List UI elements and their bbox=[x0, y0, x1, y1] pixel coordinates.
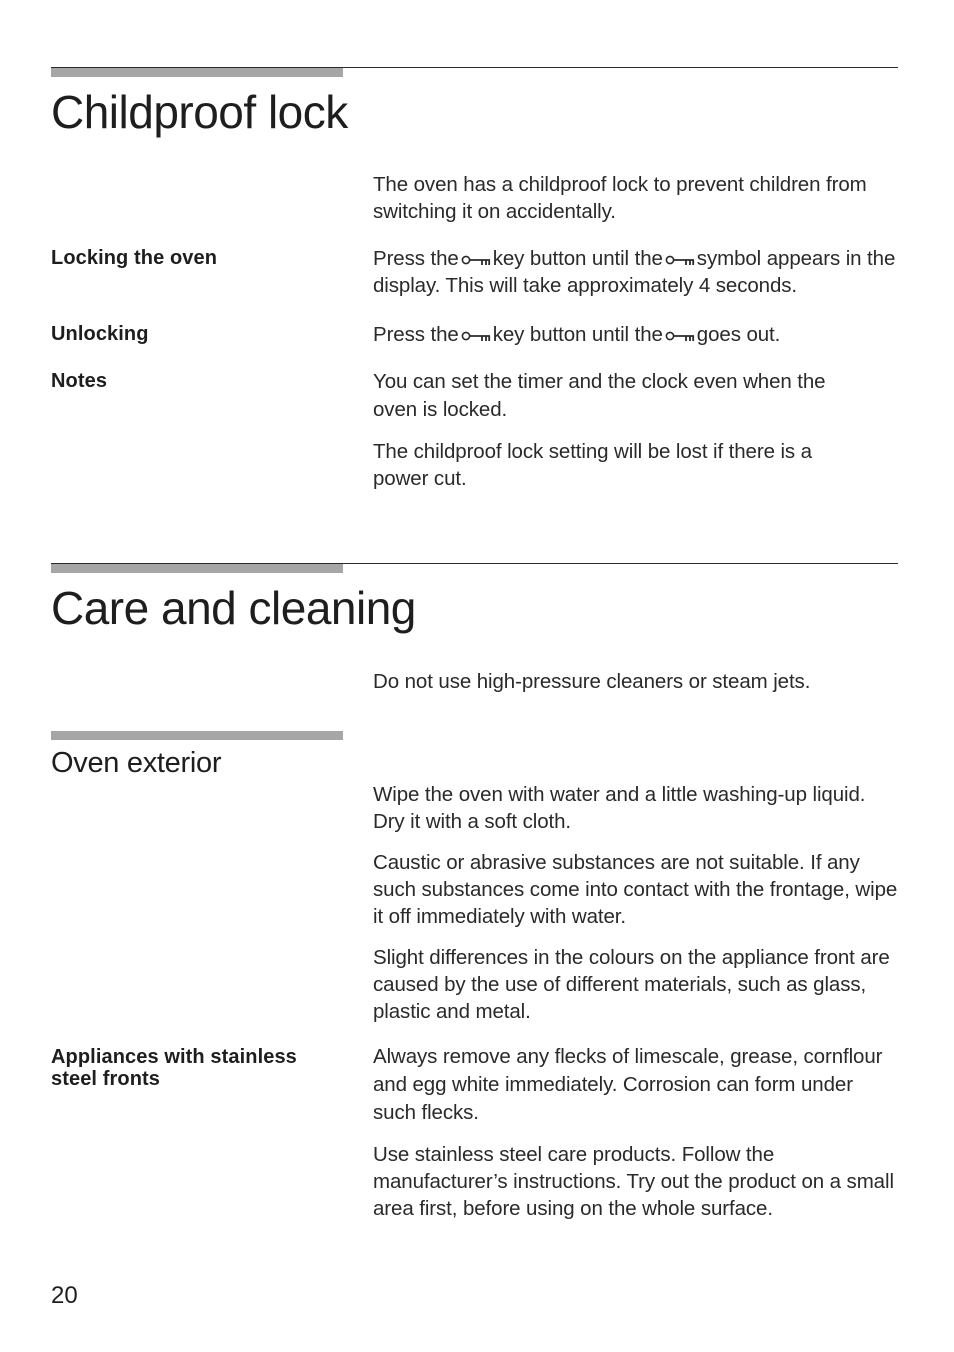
locking-text-1: Press the bbox=[373, 247, 459, 270]
stainless-label: Appliances with stainless steel fronts bbox=[51, 1046, 297, 1090]
notes-paragraph-1: You can set the timer and the clock even when the oven is locked. bbox=[373, 370, 826, 421]
unlocking-text-1: Press the bbox=[373, 323, 459, 346]
notes-paragraph-2: The childproof lock setting will be lost if there is a power cut. bbox=[373, 440, 812, 490]
key-icon bbox=[665, 254, 695, 266]
section-bar bbox=[51, 68, 343, 77]
unlocking-text-2: key button until the bbox=[492, 323, 663, 346]
stainless-paragraph-1: Always remove any flecks of limescale, grease, cornflour and egg white immediately. Corrosion can form under such flecks. bbox=[373, 1045, 883, 1124]
key-icon bbox=[461, 330, 491, 342]
exterior-paragraph-3: Slight differences in the colours on the appliance front are caused by the use of different materials, such as glass, plastic and metal. bbox=[373, 946, 890, 1023]
exterior-paragraph-2: Caustic or abrasive substances are not suitable. If any such substances come into contact with the frontage, wipe it off immediately with water. bbox=[373, 851, 898, 928]
locking-text-3: symbol appears in the display. This will take approximately 4 seconds. bbox=[373, 247, 896, 297]
childproof-heading: Childproof lock bbox=[51, 86, 348, 138]
notes-label: Notes bbox=[51, 370, 108, 392]
subsection-bar bbox=[51, 731, 343, 740]
section-bar bbox=[51, 564, 343, 573]
care-intro: Do not use high-pressure cleaners or steam jets. bbox=[373, 670, 811, 693]
page-number: 20 bbox=[51, 1282, 78, 1309]
childproof-intro: The oven has a childproof lock to prevent children from switching it on accidentally. bbox=[373, 173, 867, 223]
exterior-heading: Oven exterior bbox=[51, 747, 222, 779]
locking-text bbox=[373, 245, 903, 299]
stainless-paragraph-2: Use stainless steel care products. Follow the manufacturer’s instructions. Try out the product on a small area first, before using on the whole surface. bbox=[373, 1143, 894, 1220]
exterior-paragraph-1: Wipe the oven with water and a little washing-up liquid. Dry it with a soft cloth. bbox=[373, 783, 866, 833]
unlocking-text-3: goes out. bbox=[696, 323, 781, 346]
locking-text-2: key button until the bbox=[492, 247, 663, 270]
unlocking-label: Unlocking bbox=[51, 323, 149, 345]
key-icon bbox=[461, 254, 491, 266]
care-heading: Care and cleaning bbox=[51, 582, 416, 634]
locking-label: Locking the oven bbox=[51, 247, 218, 269]
unlocking-text bbox=[373, 321, 903, 348]
key-icon bbox=[665, 330, 695, 342]
